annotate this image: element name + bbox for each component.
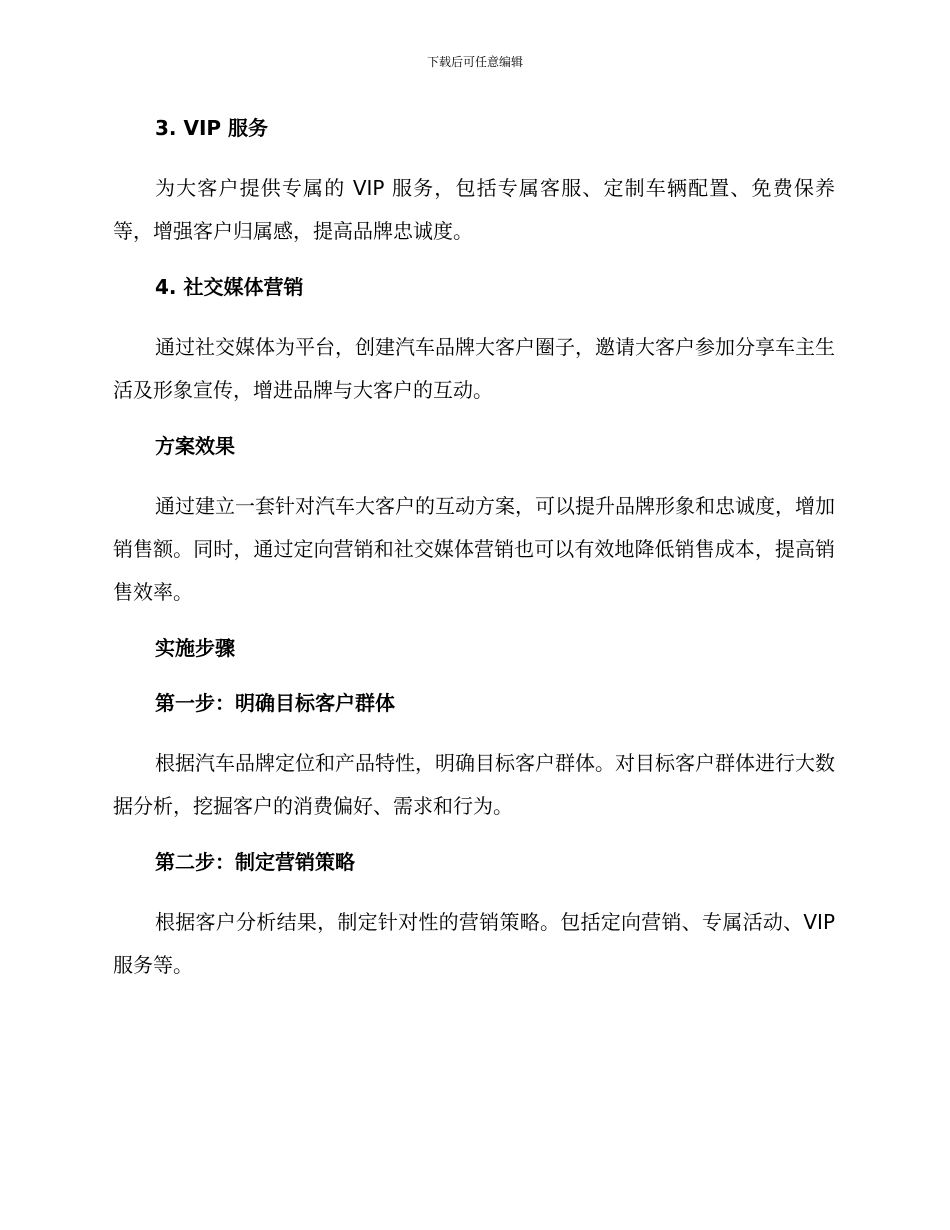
section-heading-implementation: 实施步骤 xyxy=(155,636,235,660)
section-paragraph-social-media: 通过社交媒体为平台，创建汽车品牌大客户圈子，邀请大客户参加分享车主生活及形象宣传，增进品牌与大客户的互动。 xyxy=(113,335,835,402)
section-paragraph-effect: 通过建立一套针对汽车大客户的互动方案，可以提升品牌形象和忠诚度，增加销售额。同时，通过定向营销和社交媒体营销也可以有效地降低销售成本，提高销售效率。 xyxy=(113,494,835,604)
document-body xyxy=(113,112,835,987)
section-paragraph-step-two: 根据客户分析结果，制定针对性的营销策略。包括定向营销、专属活动、VIP 服务等。 xyxy=(113,910,835,977)
section-heading-vip-service: 3. VIP 服务 xyxy=(155,116,269,140)
section-heading-step-two: 第二步：制定营销策略 xyxy=(155,850,355,874)
section-paragraph-vip-service: 为大客户提供专属的 VIP 服务，包括专属客服、定制车辆配置、免费保养等，增强客户归属感，提高品牌忠诚度。 xyxy=(113,176,835,243)
page-header: 下载后可任意编辑 xyxy=(426,55,523,69)
section-heading-effect: 方案效果 xyxy=(155,434,235,458)
section-heading-step-one: 第一步：明确目标客户群体 xyxy=(155,691,395,715)
section-paragraph-step-one: 根据汽车品牌定位和产品特性，明确目标客户群体。对目标客户群体进行大数据分析，挖掘客户的消费偏好、需求和行为。 xyxy=(113,751,835,818)
section-heading-social-media: 4. 社交媒体营销 xyxy=(155,275,304,299)
